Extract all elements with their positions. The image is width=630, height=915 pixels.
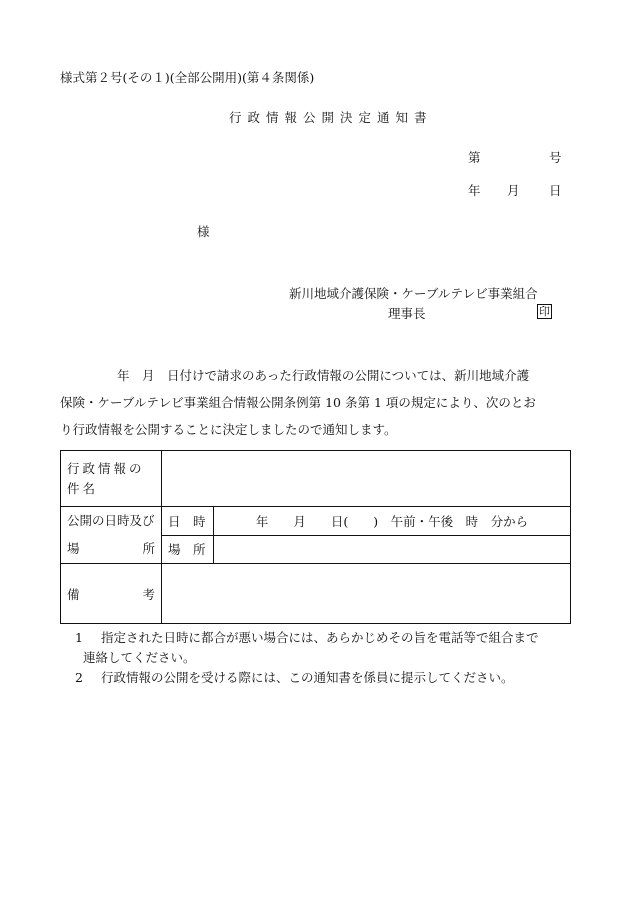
note-number: 1	[75, 630, 83, 645]
datetime-label: 日 時	[162, 507, 214, 536]
form-number: 様式第２号(その１)(全部公開用)(第４条関係)	[60, 70, 315, 85]
note-number: 2	[75, 670, 83, 685]
recipient-suffix: 様	[197, 224, 210, 239]
subject-label: 行政情報の件名	[61, 451, 162, 507]
subject-value-cell[interactable]	[162, 451, 571, 507]
place-char-left: 場	[67, 541, 80, 556]
body-line-1: 年 月 日付けで請求のあった行政情報の公開については、新川地域介護	[117, 368, 530, 383]
issuer-title: 理事長	[388, 306, 426, 321]
place-label: 場 所	[162, 535, 214, 564]
doc-number-suffix: 号	[549, 150, 562, 165]
remarks-char-right: 考	[142, 586, 155, 602]
list-item	[75, 628, 539, 648]
datetime-place-label-top: 公開の日時及び	[67, 513, 155, 528]
date-year: 年	[468, 183, 481, 198]
date-month: 月	[507, 183, 520, 198]
table-row	[61, 507, 571, 536]
disclosure-table	[60, 450, 571, 624]
body-line-3: り行政情報を公開することに決定しましたので通知します。	[60, 422, 397, 437]
table-row	[61, 451, 571, 507]
note-text: 連絡してください。	[83, 650, 196, 665]
note-text: 行政情報の公開を受ける際には、この通知書を係員に提示してください。	[101, 670, 514, 685]
datetime-place-label-bottom	[67, 535, 155, 563]
table-row	[61, 564, 571, 624]
note-text: 指定された日時に都合が悪い場合には、あらかじめその旨を電話等で組合まで	[101, 630, 539, 645]
note-continuation	[75, 648, 539, 668]
place-value-cell[interactable]	[214, 535, 571, 564]
remarks-label	[61, 564, 162, 624]
datetime-place-label	[61, 507, 162, 564]
remarks-char-left: 備	[67, 586, 80, 602]
body-line-2: 保険・ケーブルテレビ事業組合情報公開条例第 10 条第 1 項の規定により、次のとお	[60, 395, 536, 410]
seal-icon: 印	[539, 305, 550, 318]
document-title: 行政情報公開決定通知書	[229, 110, 433, 125]
notice-body	[60, 362, 578, 443]
place-char-right: 所	[142, 541, 155, 556]
date-day: 日	[549, 183, 562, 198]
remarks-value-cell[interactable]	[162, 564, 571, 624]
issuer-organization: 新川地域介護保険・ケーブルテレビ事業組合	[289, 286, 538, 301]
datetime-value[interactable]: 年 月 日( ) 午前・午後 時 分から	[214, 507, 571, 536]
notes-list	[75, 628, 539, 688]
list-item	[75, 668, 539, 688]
doc-number-prefix: 第	[468, 150, 481, 165]
seal-mark	[533, 303, 552, 319]
